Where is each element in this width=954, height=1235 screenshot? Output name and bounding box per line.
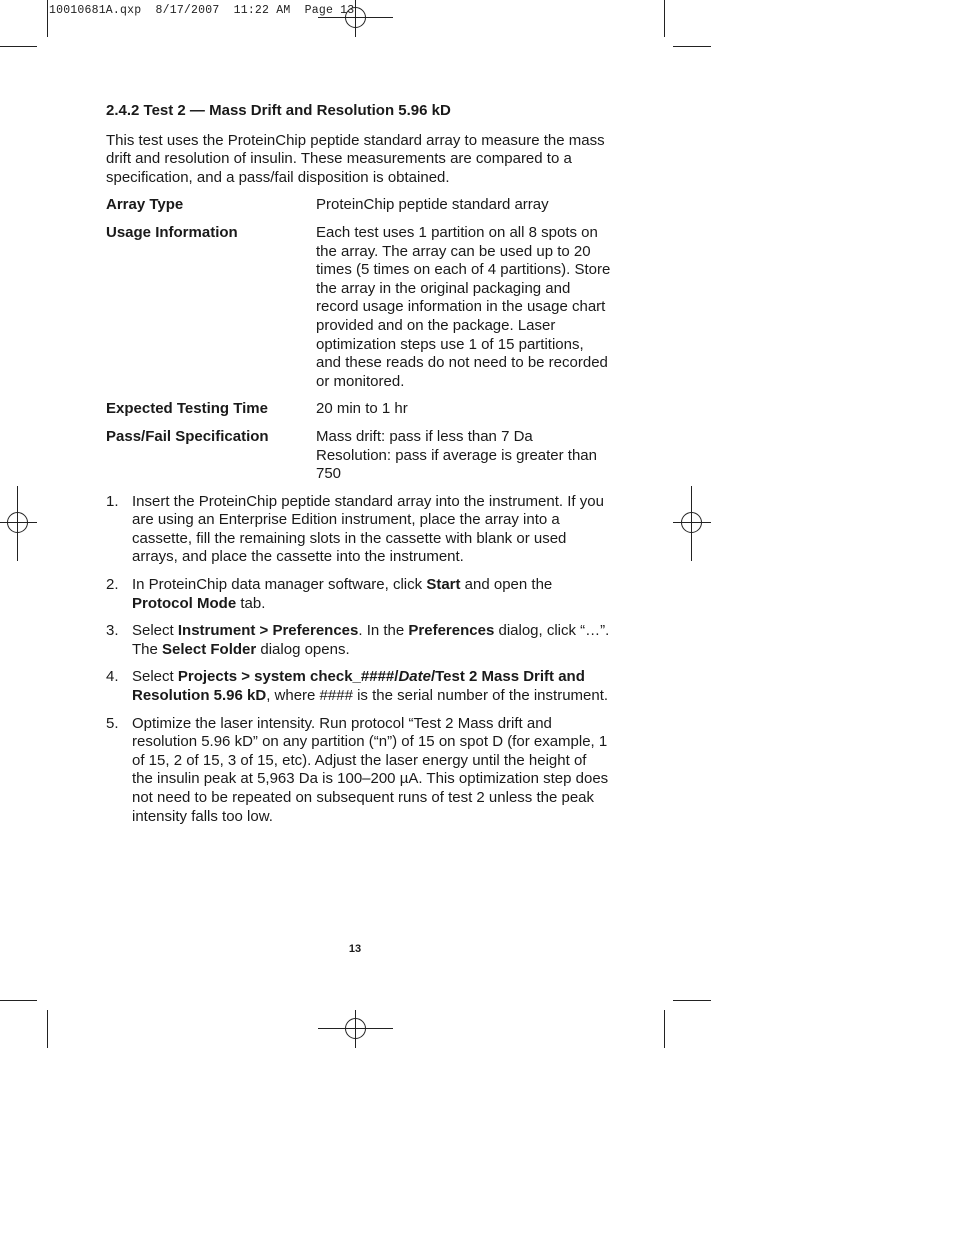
spec-label: Array Type [106, 196, 184, 214]
spec-row-array-type [106, 196, 611, 215]
crop-mark [47, 1010, 48, 1048]
step-text-segment: Optimize the laser intensity. Run protocol “Test 2 Mass drift and resolution 5.96 kD” on any partition (“n”) of 15 on spot D (for example, 1 of 15, 2 of 15, 3 of 15, etc). Adjust the laser energy until the height of the insulin peak at 5,963 Da is 100–200 µA. This optimization step does not need to be repeated on subsequent runs of test 2 unless the peak intensity falls too low. [132, 714, 609, 825]
step-number: 4. [106, 668, 119, 686]
page-number: 13 [348, 943, 362, 955]
spec-value: 20 min to 1 hr [316, 400, 408, 418]
step-text-segment: Insert the ProteinChip peptide standard array into the instrument. If you are using an Enterprise Edition instrument, place the array into a cassette, fill the remaining slots in the cassette with blank or used arrays, and place the cassette into the instrument. [132, 492, 604, 566]
step-number: 5. [106, 714, 119, 732]
step-text-segment: . In the [358, 622, 409, 640]
spec-table [106, 196, 611, 483]
procedure-step [106, 668, 611, 705]
step-text-segment: tab. [236, 594, 266, 612]
step-text-segment: dialog opens. [256, 640, 350, 658]
registration-circle [7, 512, 28, 533]
procedure-step [106, 715, 611, 827]
spec-value-line: Mass drift: pass if less than 7 Da [316, 427, 533, 445]
spec-row-usage-information [106, 224, 611, 391]
spec-value [316, 428, 611, 484]
crop-mark [0, 1000, 37, 1001]
registration-circle [345, 7, 366, 28]
procedure-steps [106, 493, 611, 827]
step-text [132, 576, 611, 613]
spec-value-line: Resolution: pass if average is greater than 750 [316, 446, 597, 483]
spec-value: Each test uses 1 partition on all 8 spots on the array. The array can be used up to 20 times (5 times on each of 4 partitions). Store the array in the original packaging and record usage information in the usage chart provided and on the package. Laser optimization steps use 1 of 15 partitions, and these reads do not need to be recorded or monitored. [316, 223, 611, 390]
step-text-segment: Projects > system check_####/ [177, 668, 399, 686]
section-heading: 2.4.2 Test 2 — Mass Drift and Resolution 5.96 kD [106, 102, 451, 119]
step-text-segment: Start [426, 576, 461, 594]
crop-mark [0, 46, 37, 47]
step-text-segment: Protocol Mode [132, 594, 237, 612]
crop-mark [673, 46, 711, 47]
crop-mark [664, 1010, 665, 1048]
step-text-segment: /Test 2 Mass Drift and Resolution 5.96 kD [132, 668, 585, 705]
step-text-segment: Select [132, 622, 178, 640]
step-number: 2. [106, 576, 119, 594]
registration-circle [345, 1018, 366, 1039]
step-text [132, 622, 611, 659]
step-text [132, 668, 611, 705]
procedure-step [106, 493, 611, 567]
step-text [132, 715, 611, 827]
crop-mark [673, 1000, 711, 1001]
step-number: 1. [106, 492, 119, 510]
step-text-segment: Date [398, 668, 431, 686]
step-text-segment: and open the [460, 576, 553, 594]
spec-label: Pass/Fail Specification [106, 427, 269, 445]
intro-paragraph: This test uses the ProteinChip peptide standard array to measure the mass drift and resolution of insulin. These measurements are compared to a specification, and a pass/fail disposition is obtained. [106, 131, 605, 186]
step-text-segment: dialog, click “…”. The [132, 622, 610, 658]
crop-mark [47, 0, 48, 37]
crop-mark [664, 0, 665, 37]
spec-value: ProteinChip peptide standard array [316, 196, 549, 214]
page-content [106, 102, 611, 835]
step-text-segment: In ProteinChip data manager software, click [132, 576, 427, 594]
registration-circle [681, 512, 702, 533]
step-text [132, 493, 611, 567]
step-number: 3. [106, 622, 119, 640]
procedure-step [106, 622, 611, 659]
print-slug: 10010681A.qxp 8/17/2007 11:22 AM Page 13 [49, 4, 355, 17]
spec-label: Usage Information [106, 223, 238, 241]
spec-row-expected-testing-time [106, 400, 611, 419]
spec-row-pass-fail-specification [106, 428, 611, 484]
step-text-segment: Select [132, 668, 178, 686]
step-text-segment: , where #### is the serial number of the instrument. [266, 687, 609, 705]
procedure-step [106, 576, 611, 613]
spec-label: Expected Testing Time [106, 400, 268, 418]
step-text-segment: Instrument > Preferences [177, 622, 359, 640]
step-text-segment: Preferences [408, 622, 495, 640]
step-text-segment: Select Folder [162, 640, 257, 658]
